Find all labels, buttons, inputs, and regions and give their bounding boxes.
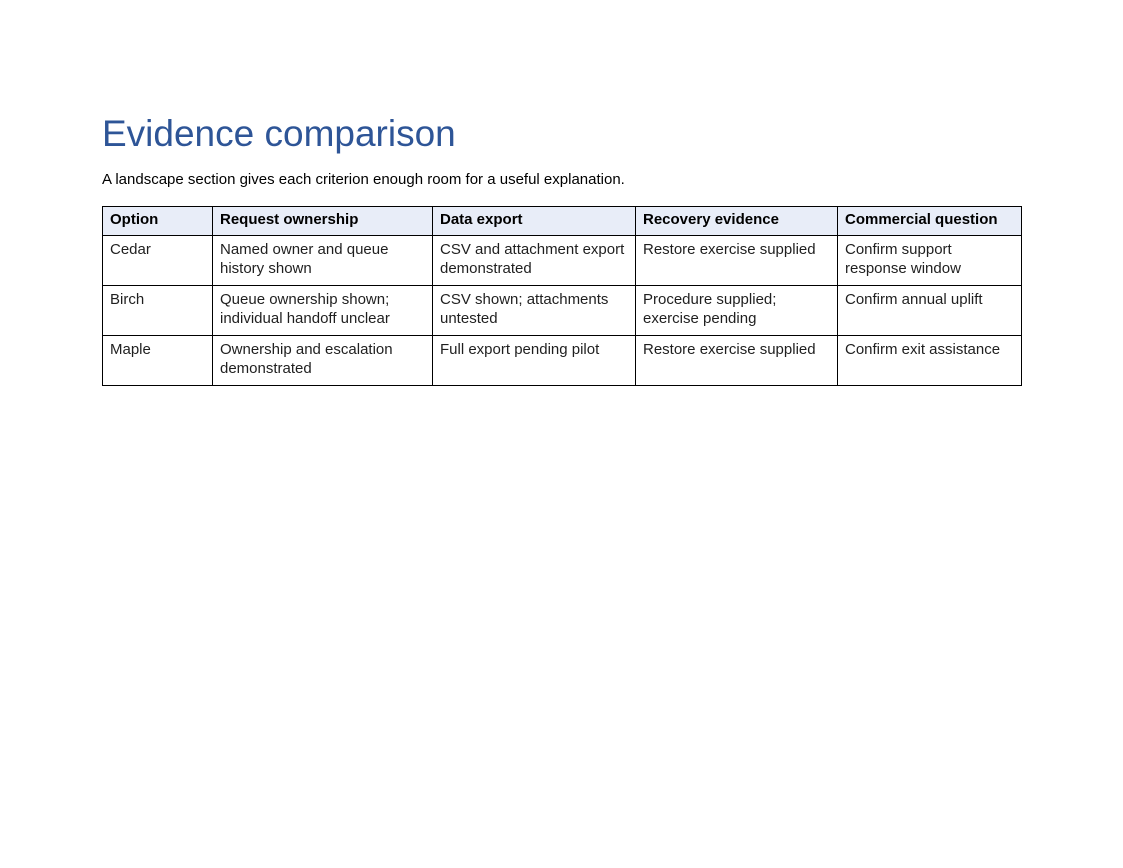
table-cell-option: Birch [103, 286, 213, 336]
table-row [103, 236, 1022, 286]
evidence-table [102, 206, 1022, 386]
column-header-data-export: Data export [433, 207, 636, 236]
document-page [102, 110, 1022, 386]
column-header-recovery-evidence: Recovery evidence [636, 207, 838, 236]
table-cell-request-ownership: Queue ownership shown; individual handoff unclear [213, 286, 433, 336]
table-cell-commercial-question: Confirm exit assistance [838, 336, 1022, 386]
table-cell-request-ownership: Ownership and escalation demonstrated [213, 336, 433, 386]
table-cell-recovery-evidence: Restore exercise supplied [636, 336, 838, 386]
table-cell-data-export: CSV and attachment export demonstrated [433, 236, 636, 286]
table-header-row [103, 207, 1022, 236]
table-cell-recovery-evidence: Restore exercise supplied [636, 236, 838, 286]
table-row [103, 286, 1022, 336]
table-cell-recovery-evidence: Procedure supplied; exercise pending [636, 286, 838, 336]
table-cell-option: Maple [103, 336, 213, 386]
table-cell-data-export: Full export pending pilot [433, 336, 636, 386]
column-header-commercial-question: Commercial question [838, 207, 1022, 236]
table-cell-request-ownership: Named owner and queue history shown [213, 236, 433, 286]
table-cell-commercial-question: Confirm support response window [838, 236, 1022, 286]
intro-paragraph: A landscape section gives each criterion enough room for a useful explanation. [102, 171, 625, 188]
table-cell-data-export: CSV shown; attachments untested [433, 286, 636, 336]
column-header-option: Option [103, 207, 213, 236]
table-cell-option: Cedar [103, 236, 213, 286]
column-header-request-ownership: Request ownership [213, 207, 433, 236]
table-row [103, 336, 1022, 386]
table-cell-commercial-question: Confirm annual uplift [838, 286, 1022, 336]
page-title: Evidence comparison [102, 113, 456, 154]
